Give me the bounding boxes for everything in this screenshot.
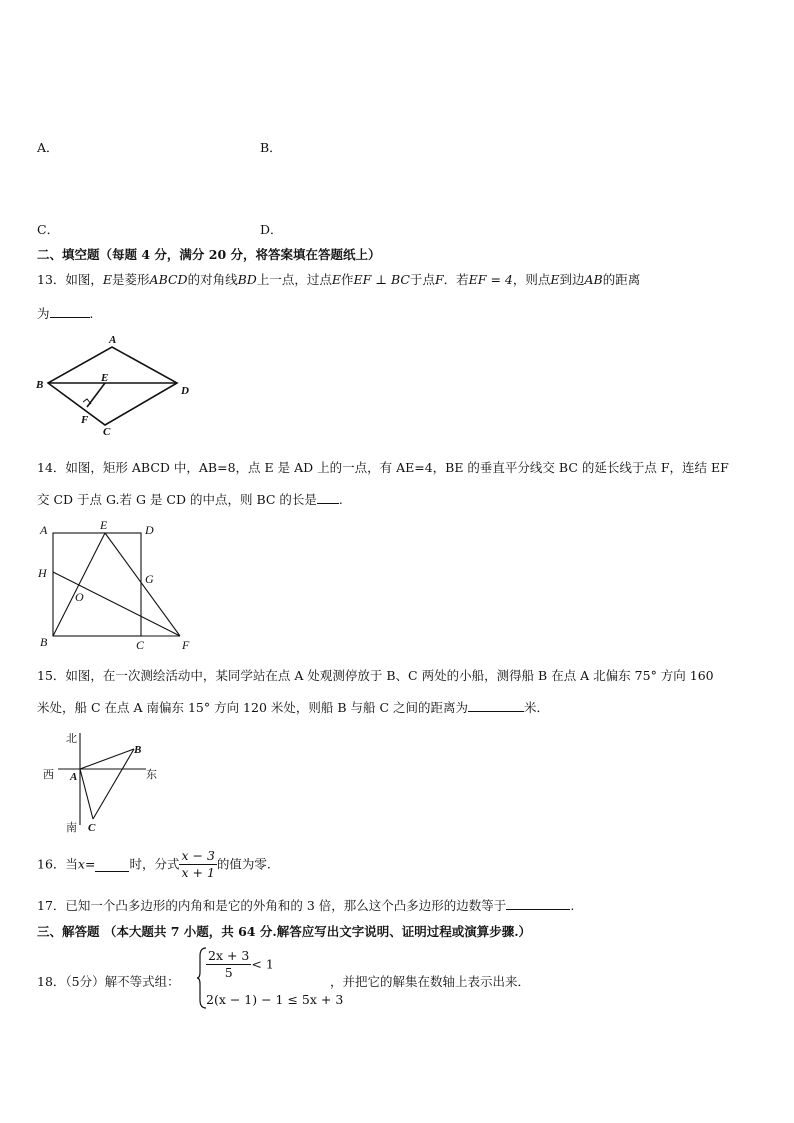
- label-d: D: [145, 523, 154, 537]
- option-d-label: D．: [260, 222, 283, 237]
- segment-hf: [53, 572, 180, 636]
- segment-ac: [80, 769, 93, 819]
- label-west: 西: [43, 769, 54, 781]
- label-south: 南: [66, 822, 77, 834]
- q18-suffix: ，并把它的解集在数轴上表示出来．: [330, 974, 531, 989]
- q15-line1: 15．如图，在一次测绘活动中，某同学站在点 A 处观测停放于 B、C 两处的小船，测得船 B 在点 A 北偏东 75° 方向 160: [37, 668, 714, 683]
- inequality-1: $\frac{2x + 3}{5}$ < 1: [208, 948, 274, 980]
- label-c: C: [88, 822, 96, 834]
- label-b: B: [134, 744, 142, 756]
- q14-line2: 交 CD 于点 G.若 G 是 CD 的中点，则 BC 的长是 .: [37, 492, 343, 507]
- answer-blank[interactable]: [468, 698, 524, 712]
- answer-blank[interactable]: [317, 490, 339, 504]
- label-c: C: [136, 638, 145, 652]
- fraction: $\frac{x - 3}{x + 1}$: [181, 848, 215, 880]
- option-a-label: A．: [37, 140, 59, 155]
- q15-bearing-figure: [36, 727, 176, 837]
- label-d: D: [181, 385, 189, 397]
- section-3-title: 三、解答题 （本大题共 7 小题，共 64 分.解答应写出文字说明、证明过程或演算步骤.）: [37, 924, 532, 939]
- label-f: F: [182, 638, 190, 652]
- q18-prefix: 18．（5分）解不等式组：: [37, 974, 180, 989]
- section-2-title: 二、填空题（每题 4 分，满分 20 分，将答案填在答题纸上）: [37, 247, 381, 262]
- label-a: A: [70, 771, 78, 783]
- rhombus-abcd: [48, 347, 177, 425]
- segment-ef: [105, 533, 180, 636]
- label-east: 东: [146, 769, 157, 781]
- label-a: A: [40, 523, 48, 537]
- label-e: E: [101, 372, 109, 384]
- label-g: G: [145, 572, 154, 586]
- option-c-label: C．: [37, 222, 60, 237]
- q17-line: 17．已知一个凸多边形的内角和是它的外角和的 3 倍，那么这个凸多边形的边数等于 .: [37, 898, 575, 913]
- q13-line1: 13．如图，E是菱形ABCD的对角线BD上一点，过点E作EF ⊥ BC于点F．若EF = 4，则点E到边AB的距离: [37, 272, 641, 287]
- label-a: A: [109, 334, 117, 346]
- label-north: 北: [66, 733, 77, 745]
- q15-line2: 米处，船 C 在点 A 南偏东 15° 方向 120 米处，则船 B 与船 C 之间的距离为 米．: [37, 700, 550, 715]
- label-f: F: [81, 414, 89, 426]
- inequality-2: 2(x − 1) − 1 ≤ 5x + 3: [206, 992, 344, 1007]
- q14-line1: 14．如图，矩形 ABCD 中，AB=8，点 E 是 AD 上的一点，有 AE=4，BE 的垂直平分线交 BC 的延长线于点 F，连结 EF: [37, 460, 729, 475]
- label-o: O: [75, 590, 84, 604]
- right-angle-mark: [83, 399, 91, 404]
- label-c: C: [103, 426, 111, 438]
- label-b: B: [36, 379, 44, 391]
- q13-rhombus-figure: [30, 330, 200, 440]
- q16-line: 16．当x= 时，分式 $\frac{x - 3}{x + 1}$ 的值为零.: [37, 848, 271, 880]
- label-b: B: [40, 635, 48, 649]
- answer-blank[interactable]: [506, 896, 570, 910]
- segment-ef: [87, 383, 105, 407]
- label-h: H: [38, 566, 47, 580]
- answer-blank[interactable]: [95, 858, 129, 872]
- label-e: E: [100, 518, 108, 532]
- q13-line2: 为 .: [37, 306, 94, 321]
- segment-ab: [80, 749, 134, 769]
- q14-rectangle-figure: [30, 515, 210, 655]
- answer-blank[interactable]: [50, 304, 90, 318]
- segment-bc: [93, 749, 134, 819]
- option-b-label: B．: [260, 140, 282, 155]
